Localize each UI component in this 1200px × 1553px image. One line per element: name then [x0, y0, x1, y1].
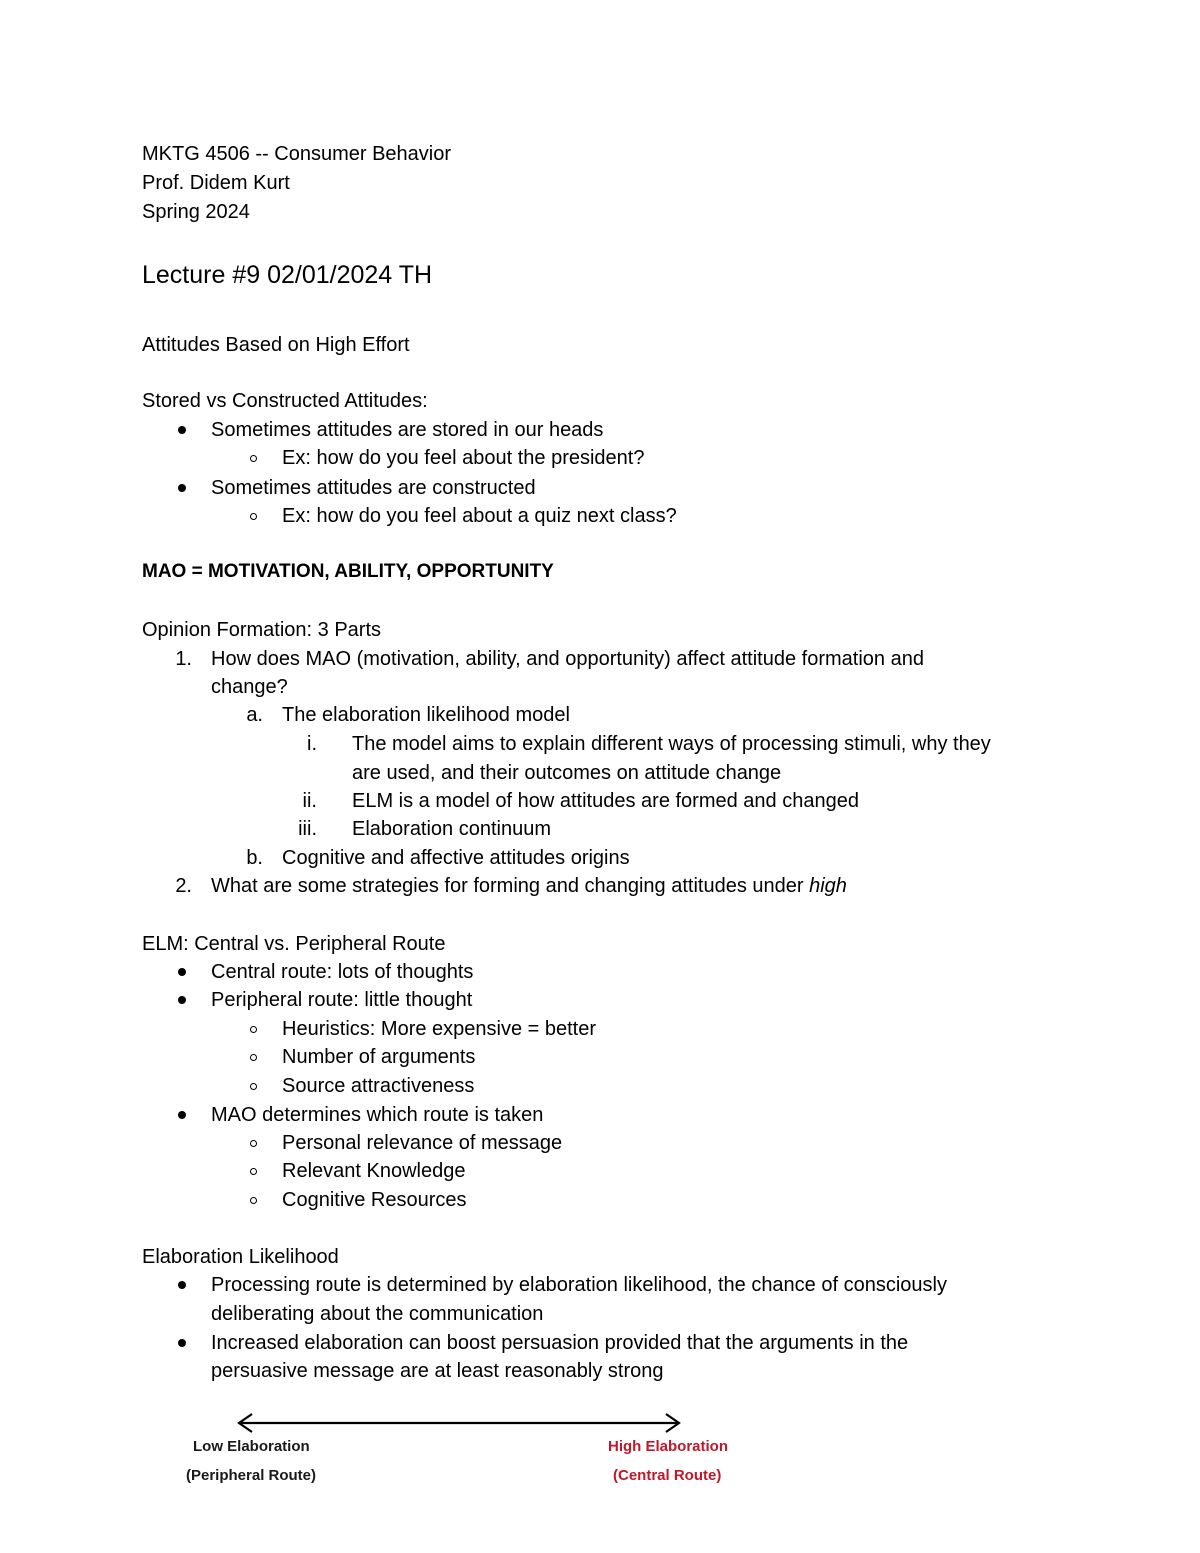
- list-item-continued: persuasive message are at least reasonably strong: [211, 1360, 664, 1382]
- list-roman: iii.: [298, 818, 317, 840]
- double-arrow-icon: [230, 1410, 690, 1436]
- elm-heading: ELM: Central vs. Peripheral Route: [142, 933, 446, 955]
- list-item-continued: deliberating about the communication: [211, 1303, 544, 1325]
- list-item-text: What are some strategies for forming and changing attitudes under: [211, 875, 810, 897]
- list-item: The model aims to explain different ways of processing stimuli, why they: [352, 733, 991, 755]
- bullet-icon: [178, 996, 186, 1004]
- course-title: MKTG 4506 -- Consumer Behavior: [142, 143, 452, 165]
- list-item: Number of arguments: [282, 1046, 476, 1068]
- list-item: ELM is a model of how attitudes are formed and changed: [352, 790, 859, 812]
- list-item: Sometimes attitudes are constructed: [211, 477, 536, 499]
- list-letter: b.: [246, 847, 263, 869]
- hollow-bullet-icon: [250, 1026, 257, 1033]
- list-item: Ex: how do you feel about a quiz next class?: [282, 505, 677, 527]
- high-elaboration-label: High Elaboration: [608, 1438, 728, 1455]
- lecture-title: Lecture #9 02/01/2024 TH: [142, 261, 433, 289]
- list-roman: i.: [307, 733, 317, 755]
- list-item: Peripheral route: little thought: [211, 989, 473, 1011]
- hollow-bullet-icon: [250, 1197, 257, 1204]
- list-item: Ex: how do you feel about the president?: [282, 447, 645, 469]
- list-item: Elaboration continuum: [352, 818, 552, 840]
- list-item: Sometimes attitudes are stored in our heads: [211, 419, 604, 441]
- section-attitudes-heading: Attitudes Based on High Effort: [142, 334, 410, 356]
- list-item: Increased elaboration can boost persuasion provided that the arguments in the: [211, 1332, 909, 1354]
- list-item: Relevant Knowledge: [282, 1160, 466, 1182]
- list-item-continued: are used, and their outcomes on attitude change: [352, 762, 782, 784]
- term: Spring 2024: [142, 201, 250, 223]
- stored-vs-heading: Stored vs Constructed Attitudes:: [142, 390, 428, 412]
- list-item: The elaboration likelihood model: [282, 704, 570, 726]
- list-roman: ii.: [302, 790, 317, 812]
- list-number: 1.: [175, 648, 192, 670]
- hollow-bullet-icon: [250, 1140, 257, 1147]
- list-letter: a.: [246, 704, 263, 726]
- mao-heading: MAO = MOTIVATION, ABILITY, OPPORTUNITY: [142, 561, 554, 582]
- list-item: Central route: lots of thoughts: [211, 961, 474, 983]
- elaboration-heading: Elaboration Likelihood: [142, 1246, 339, 1268]
- low-elaboration-label: Low Elaboration: [193, 1438, 310, 1455]
- central-route-label: (Central Route): [613, 1467, 722, 1484]
- list-item: Heuristics: More expensive = better: [282, 1018, 597, 1040]
- emphasis-text: high: [809, 875, 847, 897]
- list-item: [211, 872, 847, 900]
- hollow-bullet-icon: [250, 455, 257, 462]
- hollow-bullet-icon: [250, 1168, 257, 1175]
- list-item: Processing route is determined by elaboration likelihood, the chance of consciously: [211, 1274, 947, 1296]
- list-item-continued: change?: [211, 676, 288, 698]
- list-number: 2.: [175, 875, 192, 897]
- bullet-icon: [178, 484, 186, 492]
- list-item: Cognitive Resources: [282, 1189, 467, 1211]
- list-item: Cognitive and affective attitudes origins: [282, 847, 630, 869]
- list-item: Personal relevance of message: [282, 1132, 563, 1154]
- bullet-icon: [178, 968, 186, 976]
- bullet-icon: [178, 1339, 186, 1347]
- hollow-bullet-icon: [250, 513, 257, 520]
- bullet-icon: [178, 1281, 186, 1289]
- bullet-icon: [178, 426, 186, 434]
- list-item: MAO determines which route is taken: [211, 1104, 544, 1126]
- professor-name: Prof. Didem Kurt: [142, 172, 290, 194]
- hollow-bullet-icon: [250, 1083, 257, 1090]
- opinion-heading: Opinion Formation: 3 Parts: [142, 619, 381, 641]
- list-item: How does MAO (motivation, ability, and opportunity) affect attitude formation and: [211, 648, 924, 670]
- list-item: Source attractiveness: [282, 1075, 475, 1097]
- bullet-icon: [178, 1111, 186, 1119]
- hollow-bullet-icon: [250, 1054, 257, 1061]
- peripheral-route-label: (Peripheral Route): [186, 1467, 317, 1484]
